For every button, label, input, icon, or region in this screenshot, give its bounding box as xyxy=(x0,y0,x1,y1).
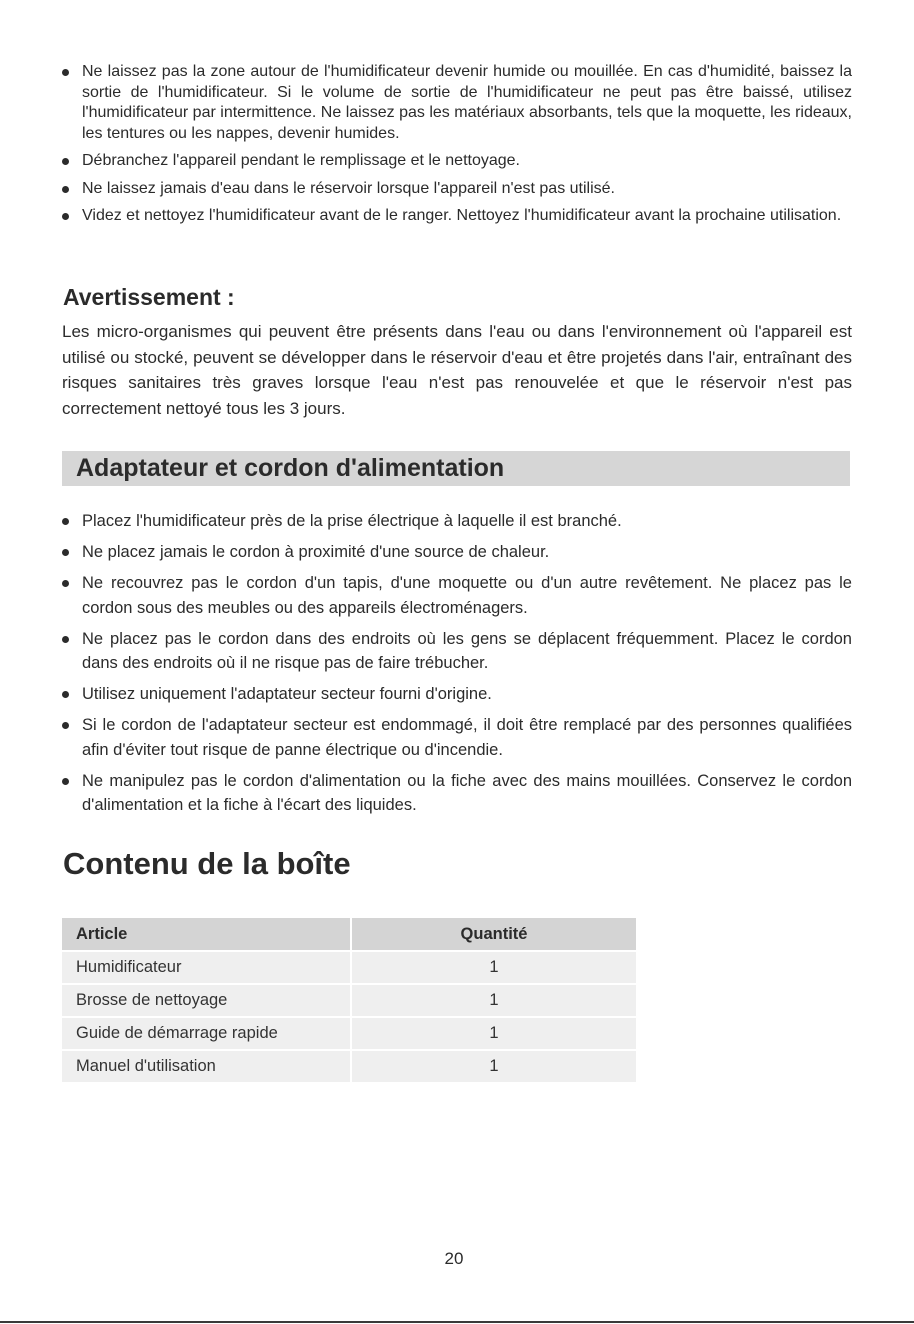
bullet-text: Placez l'humidificateur près de la prise électrique à laquelle il est branché. xyxy=(82,512,622,530)
bullet-text: Si le cordon de l'adaptateur secteur est endommagé, il doit être remplacé par des personnes qualifiées afin d'éviter tout risque de panne électrique ou d'incendie. xyxy=(82,716,852,759)
list-item xyxy=(62,179,852,200)
table-row xyxy=(62,952,636,983)
bullet-dot-icon xyxy=(62,213,69,220)
safety-bullet-list xyxy=(62,62,852,234)
table-header-row xyxy=(62,918,636,950)
list-item xyxy=(62,62,852,144)
bullet-text: Ne laissez jamais d'eau dans le réservoir lorsque l'appareil n'est pas utilisé. xyxy=(82,179,615,197)
list-item xyxy=(62,682,852,707)
warning-paragraph: Les micro-organismes qui peuvent être présents dans l'eau ou dans l'environnement où l'appareil est utilisé ou stocké, peuvent se développer dans le réservoir d'eau et être projetés dans l'air, entraînant des risques sanitaires très graves lorsque l'eau n'est pas renouvelée et que le réservoir n'est pas correctement nettoyé tous les 3 jours. xyxy=(62,322,852,418)
header-quantity: Quantité xyxy=(352,918,636,950)
list-item xyxy=(62,769,852,818)
article-cell: Brosse de nettoyage xyxy=(62,985,352,1016)
table-row xyxy=(62,1018,636,1049)
quantity-cell: 1 xyxy=(352,985,636,1016)
bullet-text: Videz et nettoyez l'humidificateur avant de le ranger. Nettoyez l'humidificateur avant la prochaine utilisation. xyxy=(82,207,842,224)
bullet-dot-icon xyxy=(62,69,69,76)
bullet-dot-icon xyxy=(62,778,69,785)
bullet-dot-icon xyxy=(62,158,69,165)
warning-heading: Avertissement : xyxy=(63,284,235,310)
bullet-text: Ne manipulez pas le cordon d'alimentation ou la fiche avec des mains mouillées. Conservez le cordon d'alimentation et la fiche à l'écart des liquides. xyxy=(82,771,852,814)
box-contents-table xyxy=(62,916,636,1084)
bullet-text: Utilisez uniquement l'adaptateur secteur fourni d'origine. xyxy=(82,685,492,703)
article-cell: Humidificateur xyxy=(62,952,352,983)
bullet-text: Ne laissez pas la zone autour de l'humidificateur devenir humide ou mouillée. En cas d'humidité, baissez la sortie de l'humidificateur. Si le volume de sortie de l'humidificateur ne peut pas être baissé, utilisez l'humidificateur par intermittence. Ne laissez pas les matériaux absorbants, tels que la moquette, les rideaux, les tentures ou les nappes, devenir humides. xyxy=(82,63,852,142)
bottom-divider xyxy=(0,1321,914,1323)
bullet-text: Ne placez jamais le cordon à proximité d'une source de chaleur. xyxy=(82,543,550,561)
power-section-heading: Adaptateur et cordon d'alimentation xyxy=(76,454,505,482)
list-item xyxy=(62,206,852,227)
box-contents-heading: Contenu de la boîte xyxy=(63,846,351,881)
list-item xyxy=(62,151,852,172)
list-item xyxy=(62,540,852,565)
table-row xyxy=(62,1051,636,1082)
article-cell: Manuel d'utilisation xyxy=(62,1051,352,1082)
section-header-bar xyxy=(62,451,850,486)
bullet-text: Débranchez l'appareil pendant le remplissage et le nettoyage. xyxy=(82,152,520,169)
list-item xyxy=(62,571,852,620)
bullet-text: Ne recouvrez pas le cordon d'un tapis, d'une moquette ou d'un autre revêtement. Ne placez pas le cordon sous des meubles ou des appareils électroménagers. xyxy=(82,574,852,617)
list-item xyxy=(62,509,852,534)
bullet-dot-icon xyxy=(62,722,69,729)
header-article: Article xyxy=(62,918,352,950)
quantity-cell: 1 xyxy=(352,1018,636,1049)
list-item xyxy=(62,713,852,762)
quantity-cell: 1 xyxy=(352,1051,636,1082)
article-cell: Guide de démarrage rapide xyxy=(62,1018,352,1049)
page-number: 20 xyxy=(444,1249,464,1268)
bullet-dot-icon xyxy=(62,186,69,193)
bullet-dot-icon xyxy=(62,691,69,698)
bullet-text: Ne placez pas le cordon dans des endroits où les gens se déplacent fréquemment. Placez le cordon dans des endroits où il ne risque pas de faire trébucher. xyxy=(82,629,852,672)
bullet-dot-icon xyxy=(62,518,69,525)
list-item xyxy=(62,627,852,676)
power-bullet-list xyxy=(62,509,852,824)
bullet-dot-icon xyxy=(62,549,69,556)
quantity-cell: 1 xyxy=(352,952,636,983)
bullet-dot-icon xyxy=(62,580,69,587)
table-row xyxy=(62,985,636,1016)
bullet-dot-icon xyxy=(62,636,69,643)
